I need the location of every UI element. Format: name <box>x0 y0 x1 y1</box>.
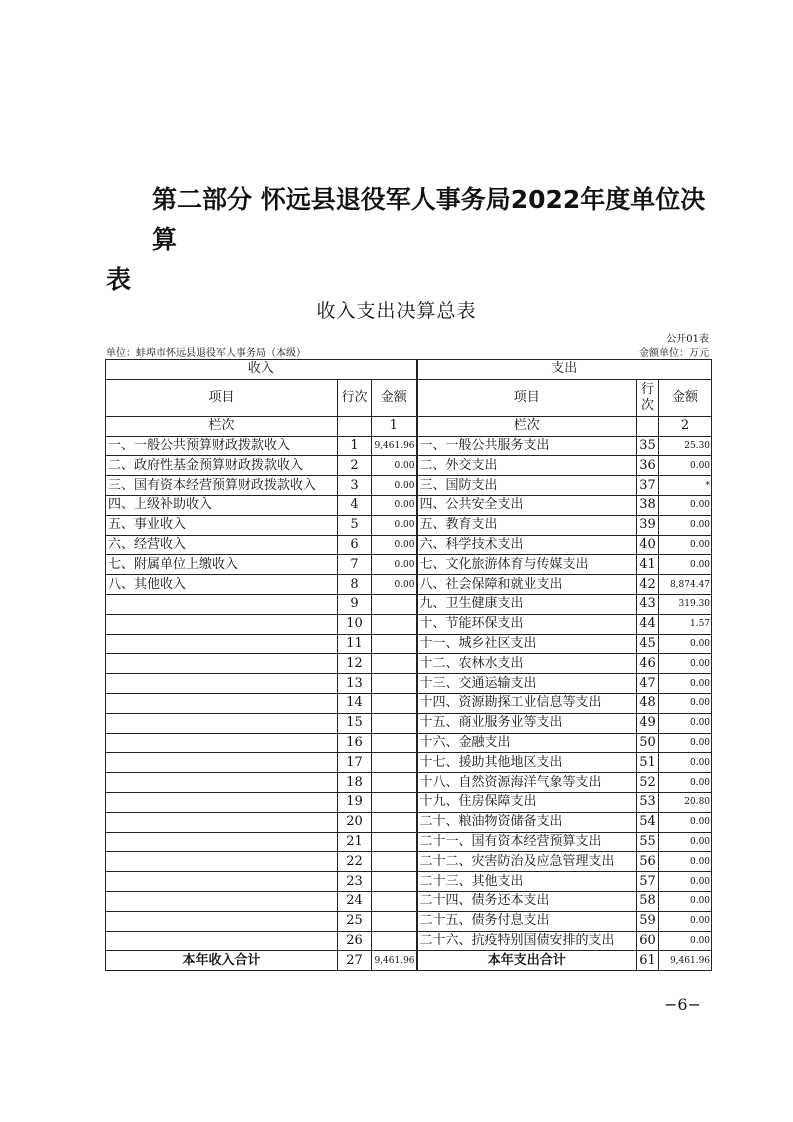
income-item <box>106 832 338 852</box>
expense-column-label: 栏次 <box>417 416 637 436</box>
expense-item-header: 项目 <box>417 379 637 416</box>
expense-item: 二十六、抗疫特别国债安排的支出 <box>417 931 637 951</box>
expense-amount: 0.00 <box>659 852 712 872</box>
table-row <box>106 931 712 951</box>
expense-row-no: 45 <box>637 634 659 654</box>
table-row <box>106 911 712 931</box>
income-row-no: 12 <box>338 654 372 674</box>
table-row <box>106 872 712 892</box>
income-row-no: 18 <box>338 773 372 793</box>
income-row-no: 24 <box>338 891 372 911</box>
income-item <box>106 733 338 753</box>
table-row <box>106 753 712 773</box>
table-row <box>106 515 712 535</box>
expense-amount: 0.00 <box>659 733 712 753</box>
expense-row-no: 52 <box>637 773 659 793</box>
expense-amount: 0.00 <box>659 713 712 733</box>
income-item <box>106 872 338 892</box>
income-row-no: 7 <box>338 555 372 575</box>
expense-amount: 0.00 <box>659 495 712 515</box>
income-item <box>106 654 338 674</box>
expense-item: 八、社会保障和就业支出 <box>417 575 637 595</box>
table-row <box>106 713 712 733</box>
expense-amount: 0.00 <box>659 911 712 931</box>
expense-amount: * <box>659 476 712 496</box>
expense-row-no: 37 <box>637 476 659 496</box>
expense-item: 七、文化旅游体育与传媒支出 <box>417 555 637 575</box>
expense-row-no: 57 <box>637 872 659 892</box>
expense-item: 十七、援助其他地区支出 <box>417 753 637 773</box>
total-row <box>106 951 712 971</box>
income-item <box>106 634 338 654</box>
income-item <box>106 594 338 614</box>
expense-amount: 0.00 <box>659 456 712 476</box>
income-amount <box>372 674 417 694</box>
income-row-no: 17 <box>338 753 372 773</box>
expense-amount: 0.00 <box>659 773 712 793</box>
expense-row-no: 47 <box>637 674 659 694</box>
income-total-label: 本年收入合计 <box>106 951 338 971</box>
expense-row-no: 49 <box>637 713 659 733</box>
income-amount: 0.00 <box>372 515 417 535</box>
income-amount <box>372 594 417 614</box>
table-row <box>106 456 712 476</box>
table-row <box>106 773 712 793</box>
blank-cell <box>338 416 372 436</box>
income-item <box>106 812 338 832</box>
income-row-no: 14 <box>338 693 372 713</box>
expense-amount: 0.00 <box>659 515 712 535</box>
income-item: 三、国有资本经营预算财政拨款收入 <box>106 476 338 496</box>
expense-item: 一、一般公共服务支出 <box>417 436 637 456</box>
income-row-no: 22 <box>338 852 372 872</box>
expense-row-no: 42 <box>637 575 659 595</box>
heading-line-2: 表 <box>106 265 132 294</box>
income-item: 四、上级补助收入 <box>106 495 338 515</box>
expense-row-no: 40 <box>637 535 659 555</box>
expense-amount: 1.57 <box>659 614 712 634</box>
income-item <box>106 911 338 931</box>
expense-row-no: 41 <box>637 555 659 575</box>
income-total-row-no: 27 <box>338 951 372 971</box>
income-row-no: 2 <box>338 456 372 476</box>
income-row-no: 1 <box>338 436 372 456</box>
income-row-no: 9 <box>338 594 372 614</box>
table-row <box>106 852 712 872</box>
expense-item: 四、公共安全支出 <box>417 495 637 515</box>
income-section-header: 收入 <box>106 360 417 380</box>
expense-item: 十八、自然资源海洋气象等支出 <box>417 773 637 793</box>
table-row <box>106 832 712 852</box>
amount-unit: 金额单位：万元 <box>639 348 709 359</box>
income-item <box>106 674 338 694</box>
income-item: 一、一般公共预算财政拨款收入 <box>106 436 338 456</box>
income-amount <box>372 931 417 951</box>
income-item <box>106 891 338 911</box>
table-row <box>106 555 712 575</box>
expense-amount: 8,874.47 <box>659 575 712 595</box>
expense-amount: 0.00 <box>659 674 712 694</box>
expense-row-no: 48 <box>637 693 659 713</box>
income-amount <box>372 773 417 793</box>
expense-row-no: 44 <box>637 614 659 634</box>
income-item <box>106 773 338 793</box>
expense-row-no: 59 <box>637 911 659 931</box>
expense-row-no: 38 <box>637 495 659 515</box>
expense-row-no: 46 <box>637 654 659 674</box>
expense-item: 二十三、其他支出 <box>417 872 637 892</box>
income-column-number: 1 <box>372 416 417 436</box>
expense-row-no: 36 <box>637 456 659 476</box>
income-item-header: 项目 <box>106 379 338 416</box>
expense-amount: 25.30 <box>659 436 712 456</box>
table-row <box>106 812 712 832</box>
expense-item: 十二、农林水支出 <box>417 654 637 674</box>
income-row-no: 15 <box>338 713 372 733</box>
table-row <box>106 891 712 911</box>
expense-item: 十五、商业服务业等支出 <box>417 713 637 733</box>
table-row <box>106 476 712 496</box>
expense-row-no: 50 <box>637 733 659 753</box>
income-item <box>106 931 338 951</box>
income-row-no: 23 <box>338 872 372 892</box>
table-row <box>106 792 712 812</box>
table-title: 收入支出决算总表 <box>316 300 477 322</box>
income-row-no: 3 <box>338 476 372 496</box>
income-row-no: 6 <box>338 535 372 555</box>
income-row-no: 20 <box>338 812 372 832</box>
income-amount <box>372 654 417 674</box>
expense-item: 二十五、债务付息支出 <box>417 911 637 931</box>
income-row-no: 5 <box>338 515 372 535</box>
income-amount <box>372 614 417 634</box>
heading-line-1: 第二部分 怀远县退役军人事务局2022年度单位决算 <box>152 185 706 254</box>
table-row <box>106 693 712 713</box>
income-item <box>106 792 338 812</box>
table-row <box>106 495 712 515</box>
income-amount <box>372 812 417 832</box>
income-amount: 0.00 <box>372 495 417 515</box>
income-amount <box>372 852 417 872</box>
form-code: 公开01表 <box>666 334 709 345</box>
expense-item: 十、节能环保支出 <box>417 614 637 634</box>
income-item: 六、经营收入 <box>106 535 338 555</box>
income-item: 七、附属单位上缴收入 <box>106 555 338 575</box>
income-amount <box>372 891 417 911</box>
expense-amount: 0.00 <box>659 891 712 911</box>
income-amount: 0.00 <box>372 555 417 575</box>
income-item <box>106 753 338 773</box>
income-amount: 0.00 <box>372 456 417 476</box>
income-row-no: 26 <box>338 931 372 951</box>
income-amount <box>372 911 417 931</box>
income-amount <box>372 634 417 654</box>
income-total-amount: 9,461.96 <box>372 951 417 971</box>
income-row-no: 25 <box>338 911 372 931</box>
income-row-no: 19 <box>338 792 372 812</box>
expense-item: 十一、城乡社区支出 <box>417 634 637 654</box>
expense-item: 二十二、灾害防治及应急管理支出 <box>417 852 637 872</box>
expense-row-no: 56 <box>637 852 659 872</box>
document-heading <box>106 180 706 300</box>
expense-amount: 319.30 <box>659 594 712 614</box>
income-amount <box>372 872 417 892</box>
blank-cell <box>637 416 659 436</box>
table-row <box>106 535 712 555</box>
expense-row-no: 58 <box>637 891 659 911</box>
expense-column-number: 2 <box>659 416 712 436</box>
income-row-no: 13 <box>338 674 372 694</box>
expense-item: 五、教育支出 <box>417 515 637 535</box>
page-number: −6− <box>664 995 701 1014</box>
income-item: 五、事业收入 <box>106 515 338 535</box>
table-row <box>106 614 712 634</box>
income-item <box>106 693 338 713</box>
expense-amount-header: 金额 <box>659 379 712 416</box>
expense-section-header: 支出 <box>417 360 712 380</box>
expense-row-no: 60 <box>637 931 659 951</box>
income-item <box>106 713 338 733</box>
expense-item: 二、外交支出 <box>417 456 637 476</box>
expense-row-no: 35 <box>637 436 659 456</box>
expense-row-no: 39 <box>637 515 659 535</box>
expense-item: 十四、资源勘探工业信息等支出 <box>417 693 637 713</box>
expense-row-no: 55 <box>637 832 659 852</box>
income-amount-header: 金额 <box>372 379 417 416</box>
expense-row-no: 54 <box>637 812 659 832</box>
expense-total-amount: 9,461.96 <box>659 951 712 971</box>
income-amount: 0.00 <box>372 476 417 496</box>
income-item <box>106 852 338 872</box>
income-amount <box>372 733 417 753</box>
table-row <box>106 654 712 674</box>
expense-amount: 0.00 <box>659 634 712 654</box>
expense-amount: 0.00 <box>659 931 712 951</box>
income-expense-table <box>105 359 712 971</box>
income-amount <box>372 753 417 773</box>
income-amount: 0.00 <box>372 535 417 555</box>
expense-amount: 0.00 <box>659 654 712 674</box>
income-row-no: 4 <box>338 495 372 515</box>
expense-item: 六、科学技术支出 <box>417 535 637 555</box>
income-row-no: 10 <box>338 614 372 634</box>
income-row-no-header: 行次 <box>338 379 372 416</box>
expense-row-no: 43 <box>637 594 659 614</box>
expense-item: 二十、粮油物资储备支出 <box>417 812 637 832</box>
income-amount <box>372 832 417 852</box>
table-row <box>106 436 712 456</box>
income-amount: 0.00 <box>372 575 417 595</box>
income-amount <box>372 693 417 713</box>
reporting-unit: 单位：蚌埠市怀远县退役军人事务局（本级） <box>106 348 306 359</box>
expense-row-no: 53 <box>637 792 659 812</box>
income-item: 二、政府性基金预算财政拨款收入 <box>106 456 338 476</box>
expense-amount: 0.00 <box>659 872 712 892</box>
expense-row-no-header: 行 次 <box>637 379 659 416</box>
table-row <box>106 674 712 694</box>
table-row <box>106 594 712 614</box>
expense-item: 十三、交通运输支出 <box>417 674 637 694</box>
income-row-no: 16 <box>338 733 372 753</box>
income-amount <box>372 713 417 733</box>
table-row <box>106 575 712 595</box>
income-amount: 9,461.96 <box>372 436 417 456</box>
income-row-no: 8 <box>338 575 372 595</box>
income-row-no: 11 <box>338 634 372 654</box>
expense-item: 九、卫生健康支出 <box>417 594 637 614</box>
income-row-no: 21 <box>338 832 372 852</box>
expense-amount: 0.00 <box>659 555 712 575</box>
expense-item: 十九、住房保障支出 <box>417 792 637 812</box>
expense-amount: 0.00 <box>659 753 712 773</box>
expense-total-label: 本年支出合计 <box>417 951 637 971</box>
expense-amount: 0.00 <box>659 535 712 555</box>
expense-item: 十六、金融支出 <box>417 733 637 753</box>
expense-amount: 0.00 <box>659 812 712 832</box>
expense-amount: 0.00 <box>659 693 712 713</box>
expense-row-no: 51 <box>637 753 659 773</box>
expense-total-row-no: 61 <box>637 951 659 971</box>
table-row <box>106 634 712 654</box>
expense-item: 二十四、债务还本支出 <box>417 891 637 911</box>
income-item: 八、其他收入 <box>106 575 338 595</box>
expense-item: 三、国防支出 <box>417 476 637 496</box>
expense-amount: 0.00 <box>659 832 712 852</box>
income-item <box>106 614 338 634</box>
income-column-label: 栏次 <box>106 416 338 436</box>
income-amount <box>372 792 417 812</box>
expense-item: 二十一、国有资本经营预算支出 <box>417 832 637 852</box>
expense-amount: 20.80 <box>659 792 712 812</box>
table-row <box>106 733 712 753</box>
